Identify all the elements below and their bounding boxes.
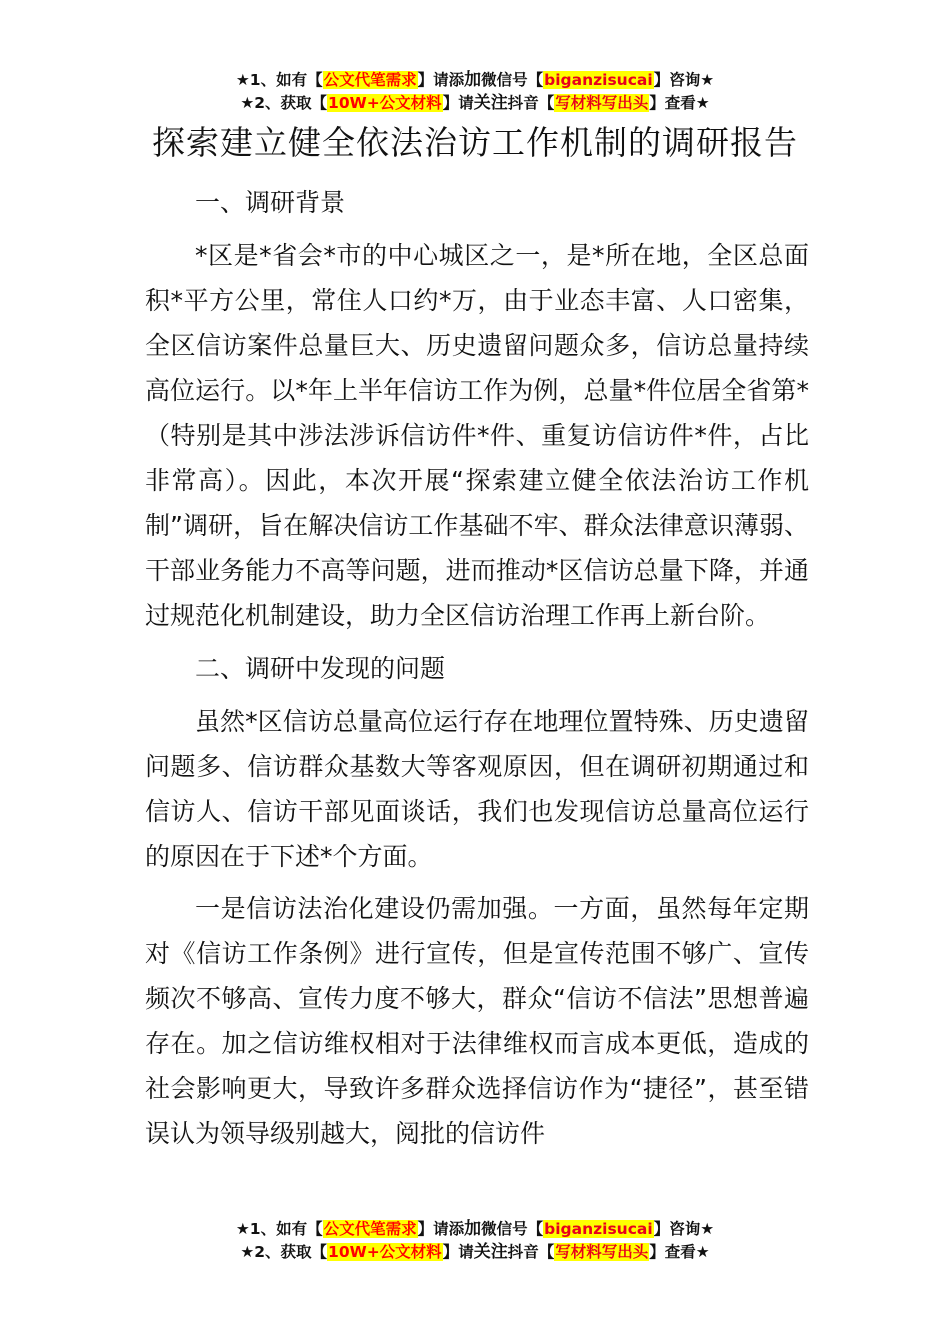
promo-text: 抖音【 (507, 94, 555, 112)
promo-emphasis: 加 (464, 70, 482, 90)
promo-emphasis: 关注 (473, 1242, 508, 1262)
paragraph-problem-one: 一是信访法治化建设仍需加强。一方面，虽然每年定期对《信访工作条例》进行宣传，但是宣传范围不够广、宣传频次不够高、宣传力度不够大，群众“信访不信法”思想普遍存在。加之信访维权相对于法律维权而言成本更低，造成的社会影响更大，导致许多群众选择信访作为“捷径”，甚至错误认为领导级别越大，阅批的信访件 (145, 894, 809, 1148)
promo-text: 】查看★ (649, 1243, 710, 1261)
promo-text: 】请 (442, 94, 474, 112)
promo-highlight-wechat-id: biganzisucai (544, 71, 653, 89)
promo-line-1 (0, 1218, 950, 1241)
promo-emphasis: 加 (464, 1219, 482, 1239)
section-heading-problems: 二、调研中发现的问题 (195, 654, 446, 683)
promo-text: 】请添 (417, 1220, 465, 1238)
promo-text: 】查看★ (649, 94, 710, 112)
promo-highlight-materials: 10W+公文材料 (328, 94, 442, 112)
document-body (145, 180, 809, 1156)
promo-text: 微信号【 (481, 71, 544, 89)
promo-highlight-service: 公文代笔需求 (323, 1220, 417, 1238)
promo-text: 微信号【 (481, 1220, 544, 1238)
footer-promo-banner (0, 1218, 950, 1264)
promo-line-2 (0, 1241, 950, 1264)
paragraph-background: *区是*省会*市的中心城区之一，是*所在地，全区总面积*平方公里，常住人口约*万，由于业态丰富、人口密集，全区信访案件总量巨大、历史遗留问题众多，信访总量持续高位运行。以*年上半年信访工作为例，总量*件位居全省第*（特别是其中涉法涉诉信访件*件、重复访信访件*件，占比非常高）。因此，本次开展“探索建立健全依法治访工作机制”调研，旨在解决信访工作基础不牢、群众法律意识薄弱、干部业务能力不高等问题，进而推动*区信访总量下降，并通过规范化机制建设，助力全区信访治理工作再上新台阶。 (145, 241, 809, 630)
promo-highlight-wechat-id: biganzisucai (544, 1220, 653, 1238)
promo-line-2 (0, 92, 950, 115)
promo-text: 】请 (442, 1243, 474, 1261)
promo-highlight-materials: 10W+公文材料 (328, 1243, 442, 1261)
promo-text: ★2、获取【 (240, 94, 328, 112)
paragraph-problems-intro: 虽然*区信访总量高位运行存在地理位置特殊、历史遗留问题多、信访群众基数大等客观原因，但在调研初期通过和信访人、信访干部见面谈话，我们也发现信访总量高位运行的原因在于下述*个方面。 (145, 707, 809, 871)
section-heading-background: 一、调研背景 (195, 188, 346, 217)
promo-line-1 (0, 69, 950, 92)
promo-highlight-douyin: 写材料写出头 (555, 1243, 649, 1261)
promo-text: 】请添 (417, 71, 465, 89)
promo-text: ★1、如有【 (235, 1220, 323, 1238)
promo-highlight-douyin: 写材料写出头 (555, 94, 649, 112)
promo-text: ★2、获取【 (240, 1243, 328, 1261)
promo-text: 抖音【 (507, 1243, 555, 1261)
promo-text: 】咨询★ (653, 1220, 715, 1238)
promo-emphasis: 关注 (473, 93, 508, 113)
promo-highlight-service: 公文代笔需求 (323, 71, 417, 89)
promo-text: ★1、如有【 (235, 71, 323, 89)
promo-text: 】咨询★ (653, 71, 715, 89)
header-promo-banner (0, 69, 950, 115)
document-title: 探索建立健全依法治访工作机制的调研报告 (152, 123, 798, 162)
